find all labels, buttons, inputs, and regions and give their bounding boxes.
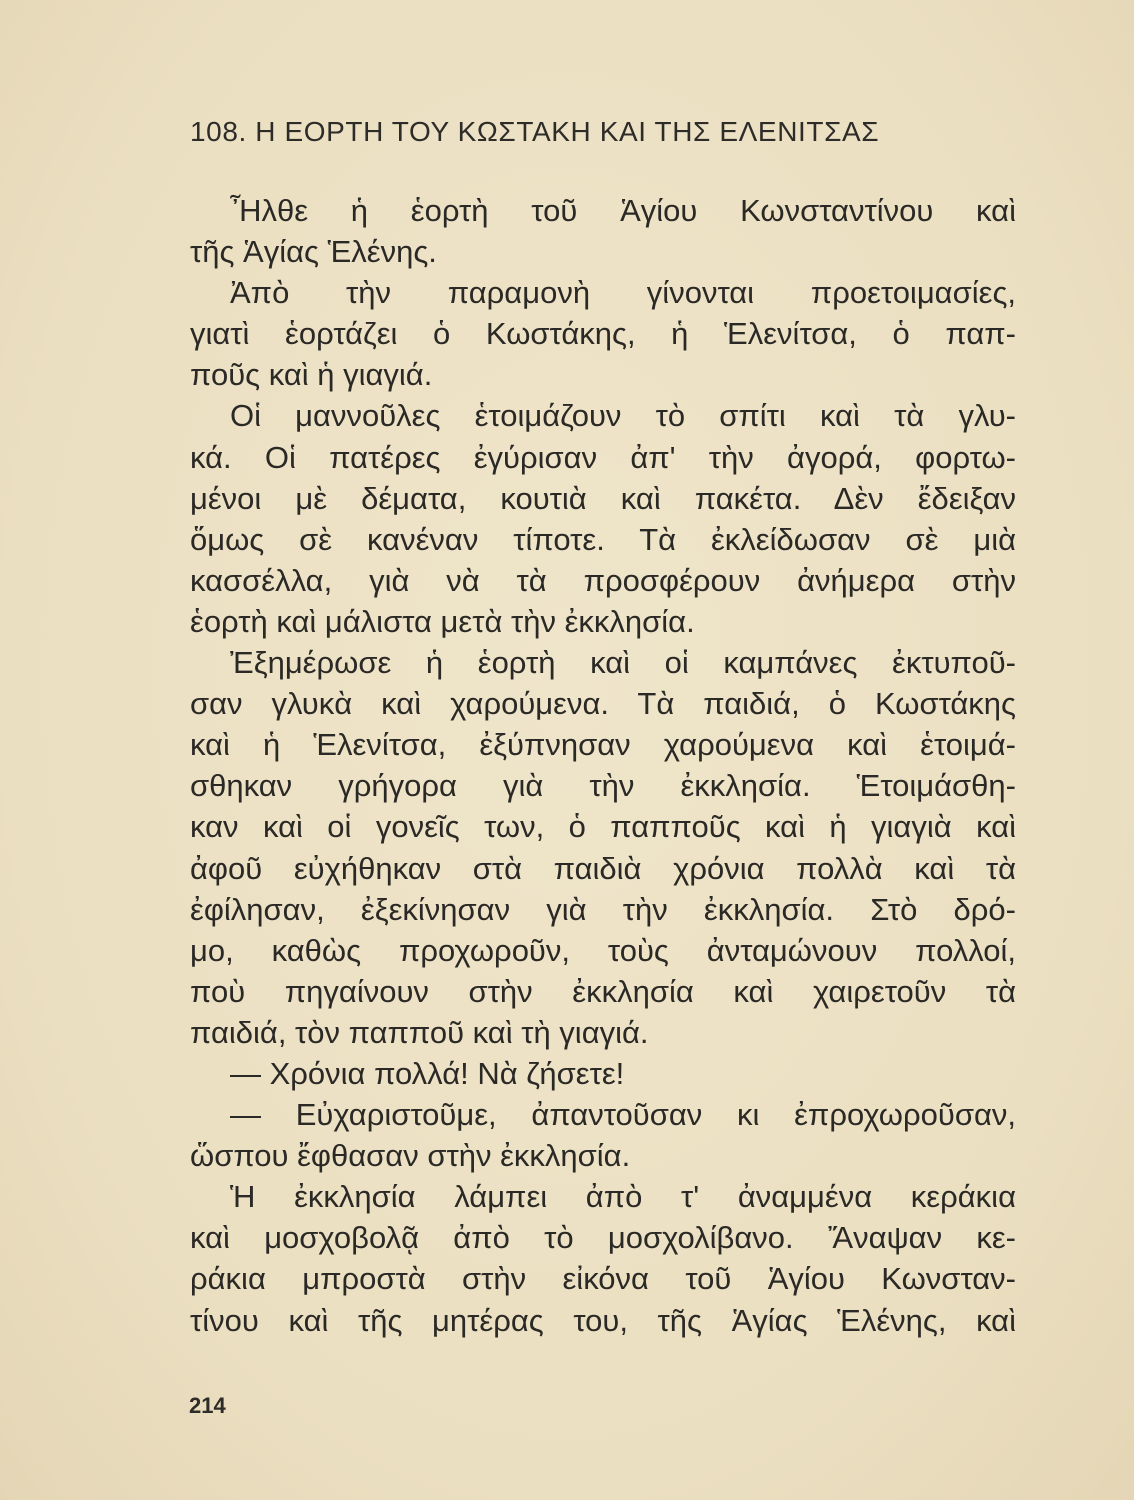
paragraph — [190, 642, 1016, 1053]
text-line: ποὺ πηγαίνουν στὴν ἐκκλησία καὶ χαιρετοῦν τὰ — [190, 973, 1016, 1009]
text-line: ὅμως σὲ κανέναν τίποτε. Τὰ ἐκλείδωσαν σὲ μιὰ — [190, 521, 1016, 557]
text-line: καν καὶ οἱ γονεῖς των, ὁ παπποῦς καὶ ἡ γιαγιὰ καὶ — [190, 809, 1016, 845]
text-line: Οἱ μαννοῦλες ἑτοιμάζουν τὸ σπίτι καὶ τὰ γλυ- — [230, 398, 1016, 434]
text-line: ἀφοῦ εὐχήθηκαν στὰ παιδιὰ χρόνια πολλὰ καὶ τὰ — [190, 850, 1016, 886]
text-line: Ἐξημέρωσε ἡ ἑορτὴ καὶ οἱ καμπάνες ἐκτυποῦ- — [230, 645, 1016, 681]
text-line: ὥσπου ἔφθασαν στὴν ἐκκλησία. — [190, 1138, 631, 1174]
chapter-title: 108. Η ΕΟΡΤΗ ΤΟΥ ΚΩΣΤΑΚΗ ΚΑΙ ΤΗΣ ΕΛΕΝΙΤΣΑΣ — [190, 116, 880, 147]
text-line: παιδιά, τὸν παπποῦ καὶ τὴ γιαγιά. — [190, 1014, 649, 1050]
text-line: Ἦλθε ἡ ἑορτὴ τοῦ Ἁγίου Κωνσταντίνου καὶ — [230, 193, 1016, 228]
paragraph — [190, 190, 1016, 272]
text-line: γιατὶ ἑορτάζει ὁ Κωστάκης, ἡ Ἑλενίτσα, ὁ παπ- — [190, 316, 1016, 352]
page-number: 214 — [189, 1393, 226, 1418]
paragraph — [190, 1094, 1016, 1176]
text-line: σθηκαν γρήγορα γιὰ τὴν ἐκκλησία. Ἑτοιμάσθη- — [190, 768, 1016, 804]
dialogue-line: — Χρόνια πολλά! Νὰ ζήσετε! — [230, 1055, 625, 1091]
paragraph — [190, 272, 1016, 395]
paragraph — [190, 1176, 1016, 1340]
text-line: Ἀπὸ τὴν παραμονὴ γίνονται προετοιμασίες, — [230, 275, 1016, 311]
text-line: ἑορτὴ καὶ μάλιστα μετὰ τὴν ἐκκλησία. — [190, 603, 695, 639]
text-line: καὶ ἡ Ἑλενίτσα, ἐξύπνησαν χαρούμενα καὶ ἑτοιμά- — [190, 727, 1016, 763]
text-line: μένοι μὲ δέματα, κουτιὰ καὶ πακέτα. Δὲν ἔδειξαν — [190, 480, 1016, 516]
text-line: σαν γλυκὰ καὶ χαρούμενα. Τὰ παιδιά, ὁ Κωστάκης — [190, 686, 1016, 722]
text-line: μο, καθὼς προχωροῦν, τοὺς ἀνταμώνουν πολλοί, — [190, 932, 1016, 968]
text-line: κά. Οἱ πατέρες ἐγύρισαν ἀπ' τὴν ἀγορά, φορτω- — [190, 439, 1016, 475]
body-text — [190, 190, 1016, 1341]
paragraph — [190, 395, 1016, 642]
text-line: Ἡ ἐκκλησία λάμπει ἀπὸ τ' ἀναμμένα κεράκια — [230, 1179, 1016, 1215]
text-line: κασσέλλα, γιὰ νὰ τὰ προσφέρουν ἀνήμερα στὴν — [190, 562, 1016, 598]
text-line: τῆς Ἁγίας Ἑλένης. — [190, 234, 437, 270]
dialogue-line: — Εὐχαριστοῦμε, ἀπαντοῦσαν κι ἐπροχωροῦσαν, — [230, 1097, 1016, 1133]
text-line: ράκια μπροστὰ στὴν εἰκόνα τοῦ Ἁγίου Κωνσταν- — [190, 1261, 1016, 1297]
text-line: ἐφίλησαν, ἐξεκίνησαν γιὰ τὴν ἐκκλησία. Στὸ δρό- — [190, 891, 1016, 927]
text-line: τίνου καὶ τῆς μητέρας του, τῆς Ἁγίας Ἑλένης, καὶ — [190, 1302, 1016, 1338]
text-line: ποῦς καὶ ἡ γιαγιά. — [190, 357, 433, 393]
paragraph — [190, 1053, 1016, 1094]
text-line: καὶ μοσχοβολᾷ ἀπὸ τὸ μοσχολίβανο. Ἄναψαν κε- — [190, 1220, 1016, 1256]
